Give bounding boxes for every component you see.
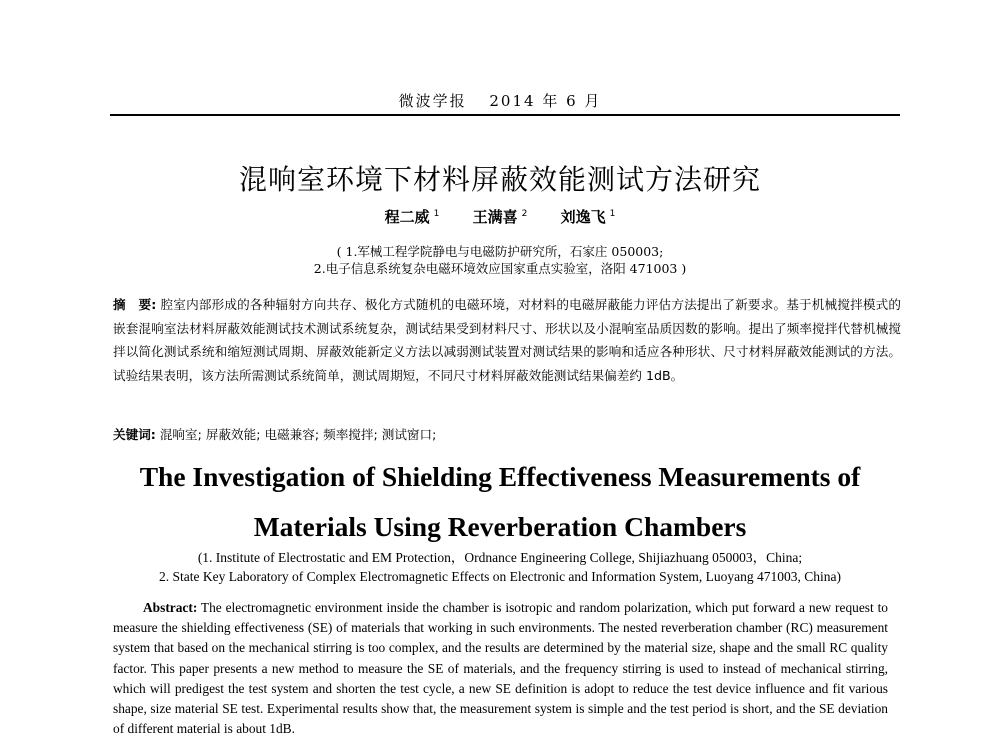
abstract-text: 腔室内部形成的各种辐射方向共存、极化方式随机的电磁环境，对材料的电磁屏蔽能力评估方法提出了新要求。基于机械搅拌模式的嵌套混响室法材料屏蔽效能测试技术测试系统复杂，测试结果受到材料尺寸、形状以及小混响室品质因数的影响。提出了频率搅拌代替机械搅拌以简化测试系统和缩短测试周期、屏蔽效能新定义方法以减弱测试装置对测试结果的影响和适应各种形状、尺寸材料屏蔽效能测试的方法。试验结果表明，该方法所需测试系统简单，测试周期短，不同尺寸材料屏蔽效能测试结果偏差约 1dB。 — [113, 297, 901, 383]
chinese-keywords — [113, 424, 901, 443]
affiliation-line: (1. Institute of Electrostatic and EM Protection，Ordnance Engineering College, Shijiazhuang 050003，China; — [197, 550, 803, 565]
abstract-label: 摘 要: — [113, 297, 157, 312]
english-title — [0, 452, 1000, 552]
author-affiliation-mark: 2 — [521, 209, 528, 219]
author-list — [0, 206, 1000, 227]
author — [561, 208, 616, 226]
author-affiliation-mark: 1 — [433, 209, 440, 219]
affiliation-line: 2. State Key Laboratory of Complex Electromagnetic Effects on Electronic and Information System, Luoyang 471003, China) — [158, 569, 842, 584]
author — [385, 208, 440, 226]
abstract-text: The electromagnetic environment inside the chamber is isotropic and random polarization, which put forward a new request to measure the shielding effectiveness (SE) of materials that working in such environments. The nested reverberation chamber (RC) measurement system that based on the mechanical stirring is too complex, and the results are determined by the material size, shape and the small RC quality factor. This paper presents a new method to measure the SE of materials, and the frequency stirring is used to instead of mechanical stirring, which will predigest the test system and shorten the test cycle, a new SE definition is adopt to reduce the test device influence and fit various shape, size material SE test. Experimental results show that, the measurement system is simple and the test period is short, and the SE deviation of different material is about 1dB. — [113, 600, 888, 737]
chinese-title: 混响室环境下材料屏蔽效能测试方法研究 — [238, 163, 761, 196]
abstract-label: Abstract: — [143, 600, 198, 615]
chinese-affiliations — [0, 243, 1000, 277]
author-affiliation-mark: 1 — [609, 209, 616, 219]
author — [473, 208, 528, 226]
english-abstract — [113, 598, 888, 739]
author-name: 刘逸飞 — [560, 208, 606, 226]
keywords-text: 混响室; 屏蔽效能; 电磁兼容; 频率搅拌; 测试窗口; — [155, 427, 437, 442]
title-line: The Investigation of Shielding Effectiveness Measurements of — [139, 461, 861, 492]
affiliation-line: ( 1.军械工程学院静电与电磁防护研究所，石家庄 050003; — [336, 244, 664, 259]
journal-header — [0, 90, 1000, 111]
affiliation-line: 2.电子信息系统复杂电磁环境效应国家重点实验室，洛阳 471003 ) — [313, 261, 687, 276]
chinese-abstract — [113, 293, 901, 387]
title-line: Materials Using Reverberation Chambers — [253, 511, 747, 542]
author-name: 程二威 — [384, 208, 430, 226]
english-affiliations — [0, 548, 1000, 586]
header-rule — [110, 114, 900, 116]
journal-name: 微波学报 — [398, 92, 467, 110]
journal-date: 2014 年 6 月 — [489, 92, 602, 110]
keywords-label: 关键词: — [113, 427, 156, 442]
author-name: 王满喜 — [472, 208, 518, 226]
